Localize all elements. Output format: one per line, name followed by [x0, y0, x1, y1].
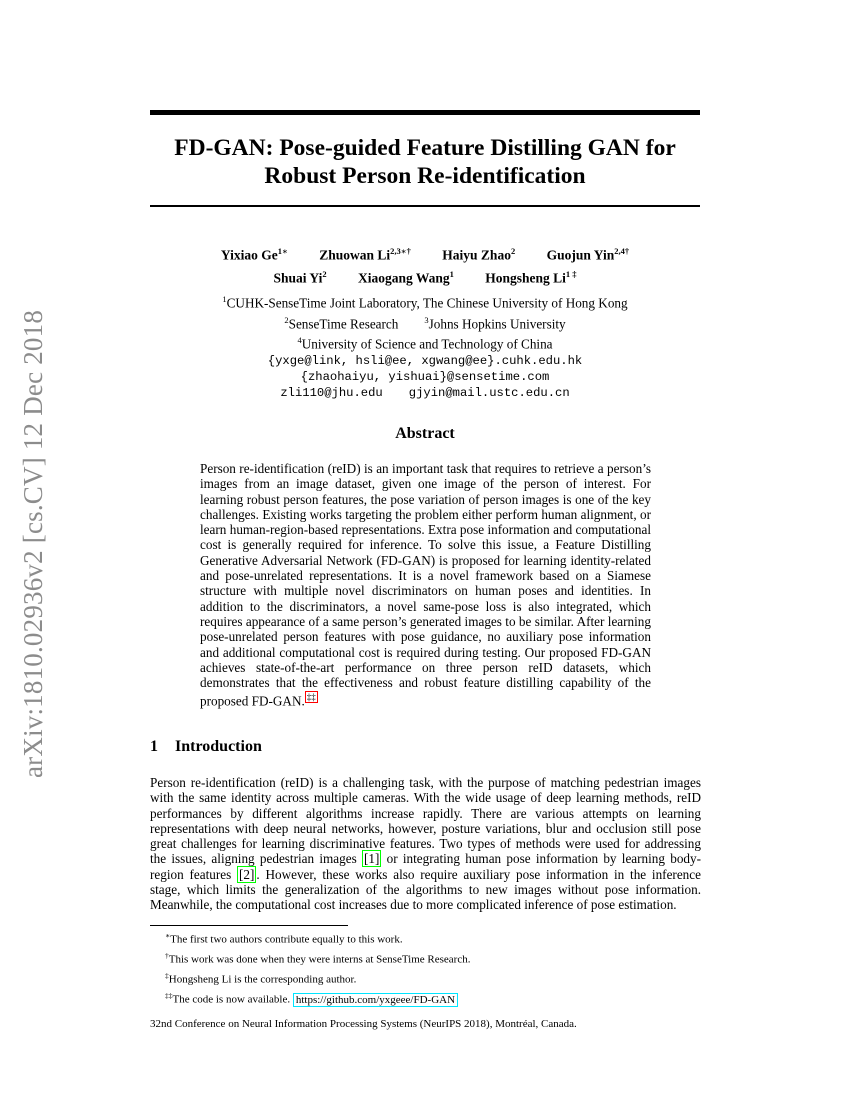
- abstract-body: Person re-identification (reID) is an important task that requires to retrieve a person’s images from an image dataset, given one image of the person of interest. For learning robust person features, the pose variation of person images is one of the key challenges. Existing works targeting the problem either perform human alignment, or learn human-region-based representations. Extra pose information and computational cost is generally required for inference. To solve this issue, a Feature Distilling Generative Adversarial Network (FD-GAN) is proposed for learning identity-related and pose-unrelated representations. It is a novel framework based on a Siamese structure with multiple novel discriminators on human poses and identities. In addition to the discriminators, a novel same-pose loss is also integrated, which requires appearance of a same person’s generated images to be similar. After learning pose-unrelated person features with pose guidance, no auxiliary pose information and additional computational cost is required during testing. Our proposed FD-GAN achieves state-of-the-art performance on three person reID datasets, which demonstrates that the effectiveness and robust feature distilling capability of the proposed FD-GAN. ‡‡: [200, 461, 651, 709]
- title-top-rule: [150, 110, 700, 115]
- author-row-1: [150, 242, 700, 265]
- footnote: ‡‡The code is now available. https://github.com/yxgeee/FD-GAN: [165, 988, 700, 1008]
- arxiv-stamp: arXiv:1810.02936v2 [cs.CV] 12 Dec 2018: [18, 309, 48, 778]
- footnote: †This work was done when they were interns at SenseTime Research.: [165, 950, 471, 966]
- citation-link[interactable]: [1]: [363, 851, 380, 867]
- footnote-link[interactable]: ‡‡: [306, 692, 316, 703]
- footnotes: [165, 928, 700, 1008]
- citation-link[interactable]: [2]: [238, 866, 255, 882]
- intro-paragraph: Person re-identification (reID) is a challenging task, with the purpose of matching pedestrian images with the same identity across multiple cameras. With the wide usage of deep learning methods, reID performances by different algorithms increase rapidly. There are various attempts on learning representations with deep neural networks, however, posture variations, blur and occlusion still pose great challenges for learning discriminative features. Two types of methods were used for addressing the issues, aligning pedestrian images [1] or integrating human pose information by learning body-region features [2] . However, these works also require auxiliary pose information in the inference stage, which limits the generalization of the algorithms to new images without pose information. Meanwhile, the computational cost increases due to more complicated inference of pose estimation.: [150, 775, 702, 913]
- footnote-rule: [150, 925, 348, 926]
- author-block: [150, 242, 700, 287]
- code-url-link[interactable]: https://github.com/yxgeee/FD-GAN: [293, 993, 458, 1007]
- author: Yixiao $Ge^{1∗}$: [220, 246, 288, 263]
- title-line-1: FD-GAN: Pose-guided Feature Distilling GAN for: [174, 135, 676, 161]
- section-heading: 1 Introduction: [150, 738, 262, 755]
- affiliation-4: $^4$University of Science and Technology of China: [297, 335, 553, 352]
- affiliation-block: [150, 291, 700, 401]
- abstract-heading: Abstract: [395, 425, 455, 442]
- email-line-1: {yxge@link, hsli@ee, xgwang@ee}.cuhk.edu.hk: [267, 353, 583, 368]
- title-bottom-rule: [150, 205, 700, 207]
- author: Shuai Yi$^2$: [273, 268, 327, 285]
- footnote: ‡Hongsheng Li is the corresponding author.: [165, 970, 357, 986]
- author: Hongsheng $Li^{1 \ddagger}$: [485, 268, 577, 285]
- paper-title: [150, 134, 700, 190]
- email-line-3: zli110@jhu.edu gjyin@mail.ustc.edu.cn: [280, 386, 570, 401]
- title-line-2: Robust Person Re-identification: [264, 163, 586, 189]
- author: Guojun Yin$^{2,4\dagger}$: [546, 246, 630, 263]
- conference-note: 32nd Conference on Neural Information Processing Systems (NeurIPS 2018), Montréal, Canada.: [150, 1018, 577, 1030]
- author: Haiyu Zhao$^2$: [442, 246, 516, 263]
- affiliation-1: $^1$CUHK-SenseTime Joint Laboratory, The Chinese University of Hong Kong: [222, 294, 628, 311]
- author: Xiaogang Wang$^1$: [357, 268, 454, 285]
- author-row-2: [150, 265, 700, 288]
- email-line-2: {zhaohaiyu, yishuai}@sensetime.com: [300, 369, 550, 384]
- footnote: ∗The first two authors contribute equally to this work.: [165, 931, 403, 946]
- author: Zhuowan $Li^{2,3∗\dagger}$: [319, 246, 411, 263]
- affiliation-2-3: $^2$SenseTime Research $^3$Johns Hopkins University: [284, 314, 566, 331]
